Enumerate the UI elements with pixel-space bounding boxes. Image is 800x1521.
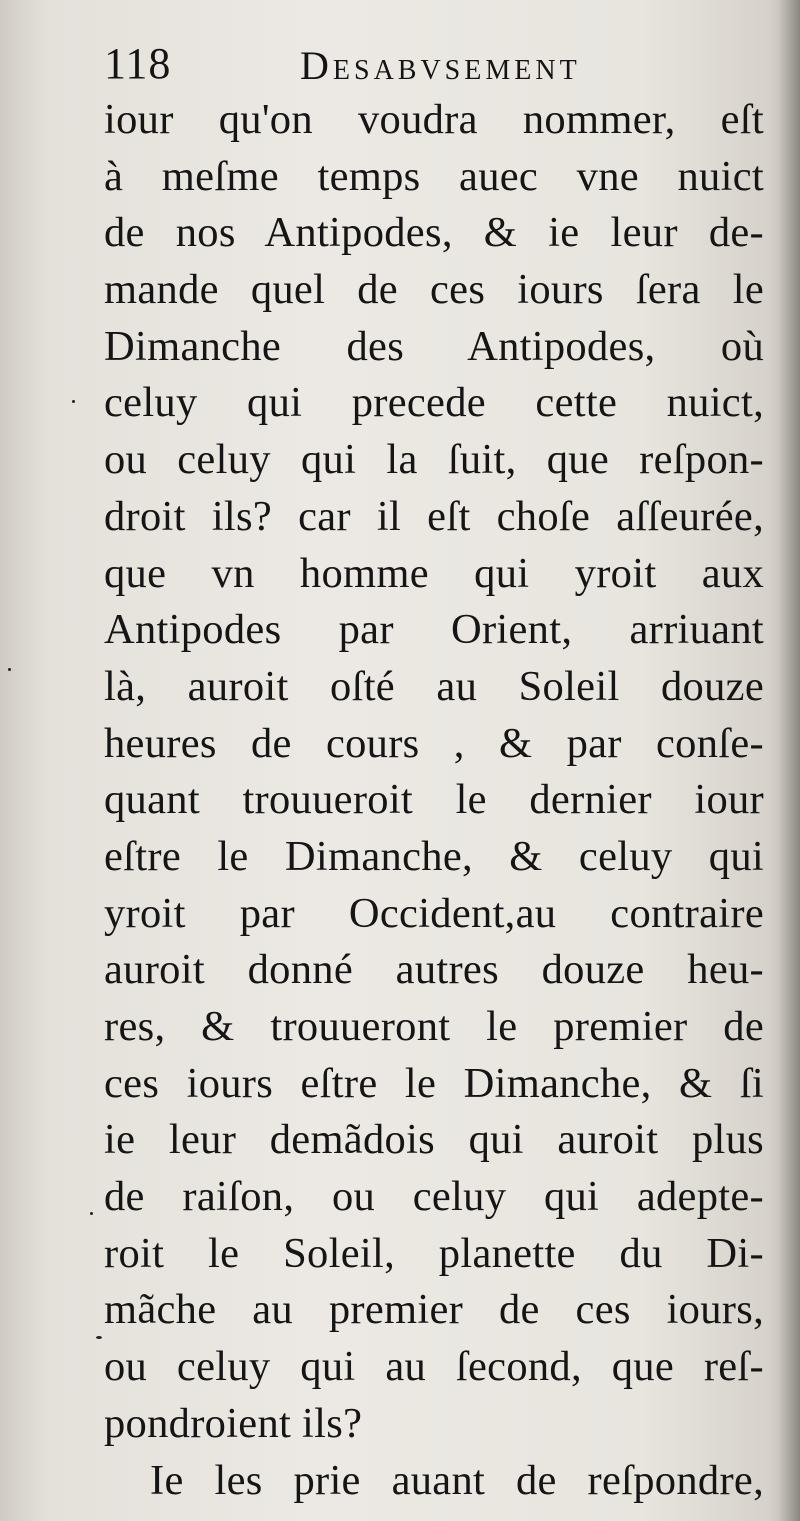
text-line: mande quel de ces iours ſera le (104, 266, 764, 314)
text-line: heures de cours , & par conſe- (104, 719, 764, 767)
page-edge-shadow (778, 0, 800, 1521)
text-line: mãche au premier de ces iours, (104, 1286, 764, 1334)
text-line: roit le Soleil, planette du Di- (104, 1229, 764, 1277)
text-line: à meſme temps auec vne nuict (104, 152, 764, 200)
ink-speck (90, 1212, 93, 1215)
body-text (104, 92, 764, 1509)
text-line: de raiſon, ou celuy qui adepte- (104, 1173, 764, 1221)
ink-speck (96, 1336, 102, 1339)
text-line: iour qu'on voudra nommer, eſt (104, 96, 764, 143)
text-line: Antipodes par Orient, arriuant (104, 606, 764, 654)
text-line: Dimanche des Antipodes, où (104, 322, 764, 370)
text-line: quant trouueroit le dernier iour (104, 776, 764, 824)
text-line: là, auroit oſté au Soleil douze (104, 662, 764, 710)
text-line: celuy qui precede cette nuict, (104, 379, 764, 427)
page-number: 118 (104, 39, 172, 88)
text-line: ou celuy qui au ſecond, que reſ- (104, 1343, 764, 1391)
text-line: droit ils? car il eſt choſe aſſeurée, (104, 492, 764, 540)
text-line: auroit donné autres douze heu- (104, 946, 764, 994)
text-line: ces iours eſtre le Dimanche, & ſi (104, 1059, 764, 1107)
running-title: Desabvsement (300, 43, 581, 88)
text-line: yroit par Occident,au contraire (104, 889, 764, 937)
text-line: de nos Antipodes, & ie leur de- (104, 209, 764, 257)
ink-speck (8, 668, 11, 671)
text-line: ie leur demãdois qui auroit plus (104, 1116, 764, 1164)
text-line: eſtre le Dimanche, & celuy qui (104, 832, 764, 880)
text-line: res, & trouueront le premier de (104, 1003, 764, 1050)
text-line: ou celuy qui la ſuit, que reſpon- (104, 436, 764, 484)
page-header (104, 34, 744, 94)
ink-speck (72, 400, 75, 403)
text-line-paragraph-start: Ie les prie auant de reſpondre, (150, 1456, 764, 1504)
text-line: pondroient ils? (104, 1399, 363, 1447)
text-line: que vn homme qui yroit aux (104, 549, 764, 597)
